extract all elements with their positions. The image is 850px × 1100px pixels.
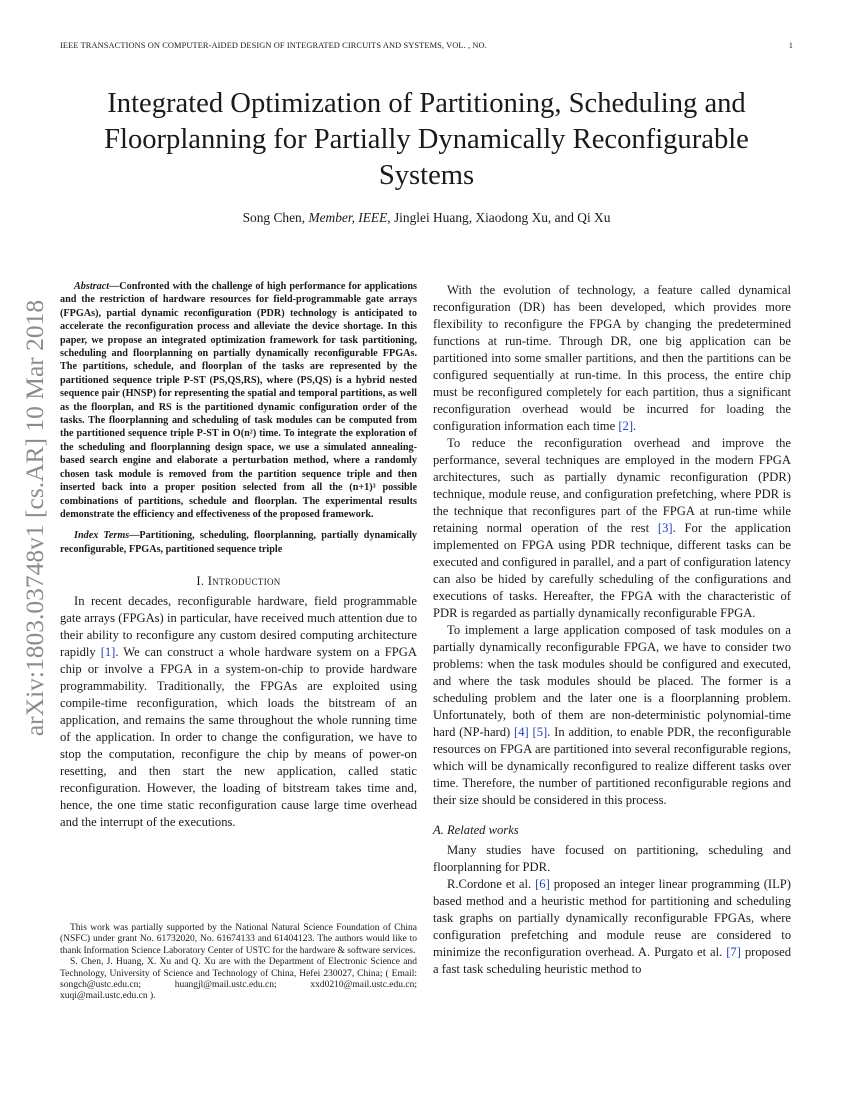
intro-paragraph: [60, 593, 417, 831]
running-head: [60, 41, 793, 50]
text-run: proposed an integer linear programming (ILP) based method and a heuristic method for partitioning and scheduling task graphs on partially dynamically reconfigurable FPGAs, where configuration prefetching and module reuse are considered to minimize the reconfiguration overhead. A. Purgato et al.: [433, 877, 791, 959]
section-numeral: I.: [196, 574, 208, 589]
arxiv-sidebar: [20, 263, 50, 773]
author-others: , Jinglei Huang, Xiaodong Xu, and Qi Xu: [387, 210, 611, 225]
footnote-affiliation: S. Chen, J. Huang, X. Xu and Q. Xu are with the Department of Electronic Science and Technology, University of Science and Technology of China, Hefei 230027, China; ( Email: songch@ustc.edu.cn; huangjl@mail.ustc.edu.cn; xxd0210@mail.ustc.edu.cn; xuqi@mail.ustc.edu.cn ).: [60, 957, 417, 1002]
citation-link[interactable]: [4]: [514, 725, 529, 739]
footnotes: [60, 923, 417, 1003]
left-column: [60, 280, 417, 831]
index-terms-text: —Partitioning, scheduling, floorplanning, partially dynamically reconfigurable, FPGAs, partitioned sequence triple: [60, 530, 417, 555]
text-run: . We can construct a whole hardware system on a FPGA chip or involve a FPGA in a system-on-chip to provide hardware programmability. Traditionally, the FPGAs are exploited using compile-time reconfiguration, which loads the bitstream of an application, and remains the same throughout the whole running time of the application. In order to change the configuration, we have to stop the computation, reconfigure the chip by means of power-on resetting, and then start the new application, called static reconfiguration. However, the loading of bitstream takes time and, hence, the one time static reconfiguration cause large time overhead and the interrupt of the executions.: [60, 645, 418, 830]
body-paragraph: [433, 282, 791, 435]
body-paragraph: [433, 876, 791, 978]
abstract-label: Abstract: [74, 281, 110, 292]
paper-title: Integrated Optimization of Partitioning, Scheduling and Floorplanning for Partially Dynamically Reconfigurable Systems: [104, 88, 749, 191]
citation-link[interactable]: [1]: [100, 645, 116, 660]
text-run: With the evolution of technology, a feature called dynamical reconfiguration (DR) has been developed, which provides more flexibility to reconfigure the FPGA by changing the predetermined functions at run-time. Through DR, one big application can be partitioned into some smaller partitions, and then the partitions can be configured sequentially at run-time. In this process, the entire chip must be reconfigured completely for each partition, thus a significant reconfiguration overhead would be incurred for loading the configuration information each time: [433, 283, 791, 433]
arxiv-identifier: arXiv:1803.03748v1 [cs.AR] 10 Mar 2018: [20, 299, 49, 737]
journal-name: IEEE TRANSACTIONS ON COMPUTER-AIDED DESIGN OF INTEGRATED CIRCUITS AND SYSTEMS, VOL. , NO.: [60, 41, 487, 50]
section-title: Introduction: [207, 574, 281, 589]
right-column: [433, 282, 791, 978]
body-paragraph: Many studies have focused on partitioning, scheduling and floorplanning for PDR.: [433, 843, 791, 874]
subsection-heading: A. Related works: [433, 823, 519, 837]
abstract: [60, 280, 417, 521]
text-run: To implement a large application composed of task modules on a partially dynamically reconfigurable FPGA, we have to consider two problems: when the task modules should be configured and executed, and where the task modules should be placed. The former is a scheduling problem and the later one is a floorplanning problem. Unfortunately, both of them are non-deterministic polynomial-time hard (NP-hard): [433, 623, 791, 739]
text-run: R.Cordone et al.: [447, 877, 536, 891]
text-run: proposed a fast task scheduling heuristic method to: [433, 945, 791, 976]
text-run: .: [633, 419, 637, 433]
index-terms-label: Index Terms: [74, 530, 130, 542]
body-paragraph: [433, 622, 791, 809]
citation-link[interactable]: [3]: [657, 521, 673, 535]
section-heading-introduction: [60, 574, 417, 589]
text-run: . For the application implemented on FPGA using PDR technique, different tasks can be executed and configured in parallel, and a part of configuration latency can also be hided by carefully scheduling of the configurations and executions of tasks. Hereafter, the FPGA with the characteristic of PDR is regarded as partially dynamically reconfigurable FPGA.: [433, 521, 791, 620]
citation-link[interactable]: [2]: [618, 419, 634, 433]
text-run: . In addition, to enable PDR, the reconfigurable resources on FPGA are partitioned into several reconfigurable regions, which will be dynamically reconfigured to realize different tasks over time. Therefore, the number of partitioned reconfigurable regions and their size should be considered in this process.: [433, 725, 792, 807]
author-line: [60, 210, 793, 226]
citation-link[interactable]: [6]: [535, 877, 550, 891]
body-paragraph: [433, 435, 791, 622]
index-terms: [60, 529, 417, 556]
text-run: To reduce the reconfiguration overhead and improve the performance, several techniques are employed in the modern FPGA architectures, such as partially dynamic reconfiguration (PDR) technique, module reuse, and configuration prefetching, where PDR is the technique that reconfigures part of the FPGA at run-time while retaining normal operation of the rest: [433, 436, 791, 535]
citation-link[interactable]: [5]: [532, 725, 548, 739]
author-membership: Member, IEEE: [308, 210, 388, 225]
abstract-text: —Confronted with the challenge of high performance for applications and the restriction of hardware resources for field-programmable gate arrays (FPGAs), partial dynamic reconfiguration (PDR) technology is anticipated to accelerate the reconfiguration process and alleviate the device shortage. In this paper, we propose an integrated optimization framework for task partitioning, scheduling and floorplanning on partially dynamically reconfigurable FPGAs. The partitions, schedule, and floorplan of the tasks are represented by the partitioned sequence triple P-ST (PS,QS,RS), where (PS,QS) is a hybrid nested sequence pair (HNSP) for representing the spatial and temporal partitions, as well as the floorplan, and RS is the partitioned dynamic configuration order of the tasks. The floorplanning and scheduling of task modules can be computed from the partitioned sequence triple P-ST in O(n²) time. To integrate the exploration of the scheduling and floorplanning design space, we use a simulated annealing-based search engine and elaborate a perturbation method, where a randomly chosen task module is removed from the partition sequence triple and then inserted back into a proper position selected from all the (n+1)³ possible combinations of partitions, schedule and floorplan. The experimental results demonstrate the efficiency and effectiveness of the proposed framework.: [60, 281, 417, 520]
text-run: In recent decades, reconfigurable hardware, field programmable gate arrays (FPGAs) in particular, have received much attention due to their ability to reconfigure any custom desired computing architecture rapidly: [60, 594, 417, 660]
author-first: Song Chen,: [242, 210, 306, 225]
footnote-funding: This work was partially supported by the National Natural Science Foundation of China (NSFC) under grant No. 61732020, No. 61674133 and 61404123. The authors would like to thank Information Science Laboratory Center of USTC for the hardware & software services.: [60, 923, 417, 956]
citation-link[interactable]: [7]: [726, 945, 741, 959]
page-number: 1: [788, 41, 793, 50]
